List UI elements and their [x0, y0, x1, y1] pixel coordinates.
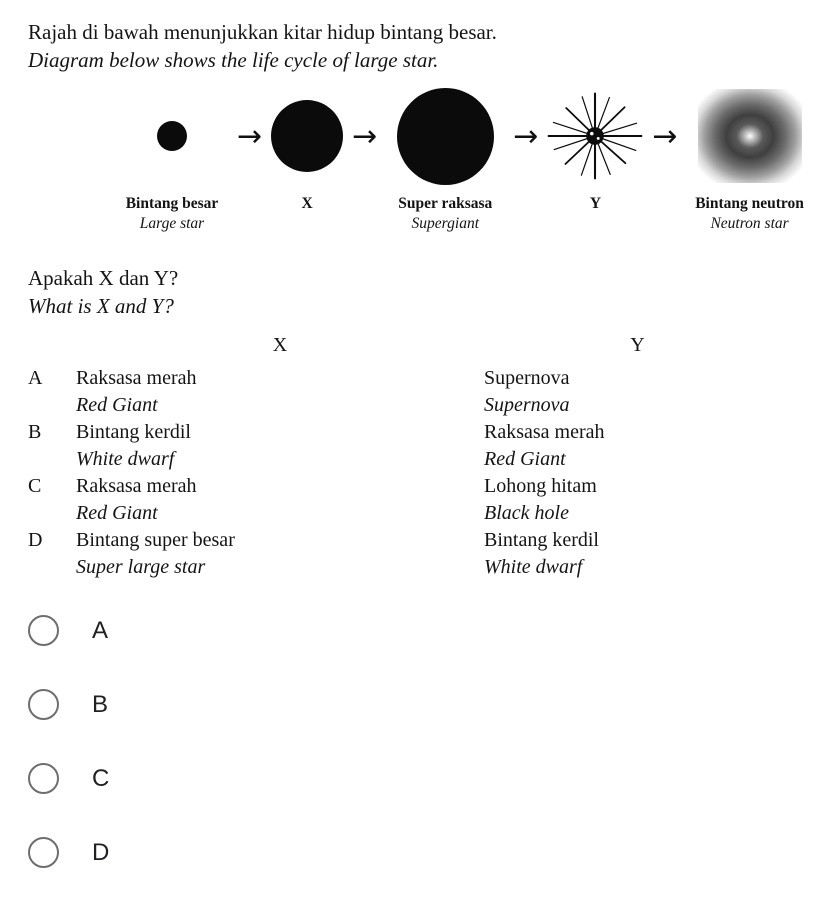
stage-y [547, 86, 643, 214]
option-c-y-cell [484, 473, 791, 527]
radio-choice-list [28, 615, 791, 868]
spacer-cell [28, 332, 76, 365]
star-life-cycle-diagram [116, 86, 804, 234]
stage-label-malay: X [301, 195, 313, 212]
option-a-x-cell [76, 365, 484, 419]
option-text-malay: Bintang super besar [76, 529, 235, 551]
option-text-malay: Raksasa merah [484, 421, 605, 443]
column-header-x: X [272, 334, 288, 356]
stage-shape-box [271, 86, 343, 186]
radio-option-a[interactable] [28, 615, 791, 646]
column-header-y: Y [630, 334, 645, 356]
stage-shape-box [547, 86, 643, 186]
supernova-explosion-icon [547, 89, 643, 183]
radio-option-c[interactable] [28, 763, 791, 794]
radio-button-icon[interactable] [28, 615, 59, 646]
option-letter: C [28, 475, 42, 497]
option-text-malay: Supernova [484, 367, 570, 389]
arrow-right-icon: → [652, 118, 678, 154]
arrow-right-icon: → [352, 118, 378, 154]
option-text-english: Red Giant [484, 448, 566, 470]
radio-option-d[interactable] [28, 837, 791, 868]
stage-supergiant [386, 86, 504, 234]
option-text-malay: Bintang kerdil [484, 529, 599, 551]
stage-label [398, 194, 492, 234]
radio-button-icon[interactable] [28, 837, 59, 868]
radio-option-label: D [92, 838, 110, 866]
stage-label [695, 194, 804, 234]
option-text-english: Super large star [76, 556, 206, 578]
option-b-y-cell [484, 419, 791, 473]
neutron-star-glow-icon [698, 89, 802, 183]
option-b-x-cell [76, 419, 484, 473]
option-d-x-cell [76, 527, 484, 581]
radio-option-label: B [92, 690, 109, 718]
stage-label-malay: Super raksasa [398, 195, 493, 212]
radio-button-icon[interactable] [28, 763, 59, 794]
stage-shape-box [698, 86, 802, 186]
question-title-malay: Rajah di bawah menunjukkan kitar hidup bintang besar. [28, 20, 497, 44]
option-text-malay: Bintang kerdil [76, 421, 191, 443]
stage-label [302, 194, 313, 214]
option-d-y-cell [484, 527, 791, 581]
arrow-right-icon: → [237, 118, 263, 154]
option-letter: D [28, 529, 43, 551]
option-text-english: Red Giant [76, 394, 158, 416]
supergiant-circle-icon [397, 88, 494, 185]
large-star-circle-icon [157, 121, 187, 151]
question-prompt-english: What is X and Y? [28, 294, 174, 318]
stage-label-english: Neutron star [710, 215, 789, 232]
stage-label-english: Supergiant [411, 215, 479, 232]
stage-shape-box [157, 86, 187, 186]
option-a-y-cell [484, 365, 791, 419]
option-text-english: Black hole [484, 502, 569, 524]
stage-label-malay: Y [589, 195, 602, 212]
question-prompt [28, 264, 791, 320]
option-c-x-cell [76, 473, 484, 527]
radio-option-label: C [92, 764, 110, 792]
option-text-english: White dwarf [76, 448, 175, 470]
radio-option-label: A [92, 616, 109, 644]
option-text-malay: Raksasa merah [76, 367, 197, 389]
stage-x-circle-icon [271, 100, 343, 172]
stage-label [590, 194, 601, 214]
option-text-malay: Raksasa merah [76, 475, 197, 497]
answer-options-table [28, 332, 791, 581]
radio-button-icon[interactable] [28, 689, 59, 720]
option-text-english: Supernova [484, 394, 570, 416]
stage-label-malay: Bintang besar [125, 195, 219, 212]
question-title-english: Diagram below shows the life cycle of large star. [28, 48, 439, 72]
question-prompt-malay: Apakah X dan Y? [28, 266, 179, 290]
option-letter: A [28, 367, 43, 389]
stage-x [271, 86, 343, 214]
stage-neutron-star [687, 86, 813, 234]
option-text-english: White dwarf [484, 556, 583, 578]
stage-large-star [116, 86, 228, 234]
option-text-english: Red Giant [76, 502, 158, 524]
option-text-malay: Lohong hitam [484, 475, 597, 497]
stage-label-malay: Bintang neutron [695, 195, 804, 212]
stage-label-english: Large star [139, 215, 205, 232]
arrow-right-icon: → [513, 118, 539, 154]
option-letter: B [28, 421, 42, 443]
radio-option-b[interactable] [28, 689, 791, 720]
stage-label [126, 194, 219, 234]
stage-shape-box [397, 86, 494, 186]
